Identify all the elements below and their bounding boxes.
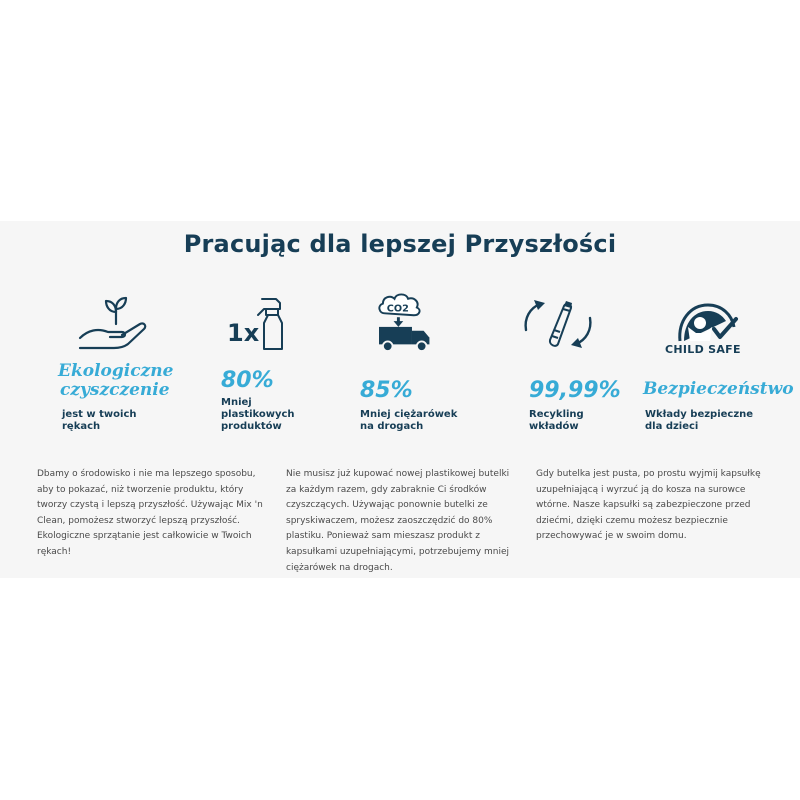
feature-plastic: [218, 292, 378, 442]
feature-trucks: [360, 292, 520, 442]
feature-caption: Wkłady bezpieczne dla dzieci: [645, 409, 754, 432]
paragraph-plastic: Nie musisz już kupować nowej plastikowej butelki za każdym razem, gdy zabraknie Ci środków czyszczących. Używając ponownie butelki ze spryskiwaczem, możesz zaoszczędzić do 80% plastiku. Ponieważ sam mieszasz produkt z kapsułkami uzupełniającymi, potrzebujemy mniej ciężarówek na drogach.: [286, 469, 510, 573]
paragraph-eco: Dbamy o środowisko i nie ma lepszego sposobu, aby to pokazać, niż tworzenie produktu, który tworzy czystą i lepszą przyszłość. Używając Mix 'n Clean, pomożesz stworzyć lepszą przyszłość. Ekologiczne sprzątanie jest całkowicie w Twoich rękach!: [37, 469, 263, 557]
child-safe-label: CHILD SAFE: [665, 343, 741, 356]
feature-caption: Mniej ciężarówek na drogach: [360, 409, 458, 432]
feature-highlight: Ekologiczne czyszczenie: [58, 361, 174, 400]
feature-caption: Recykling wkładów: [529, 409, 584, 432]
co2-truck-icon: [374, 292, 448, 356]
spray-count-text: 1x: [227, 319, 260, 347]
feature-highlight: Bezpieczeństwo: [643, 379, 794, 399]
plant-hand-icon: [76, 292, 156, 356]
section-title: Pracując dla lepszej Przyszłości: [183, 230, 617, 258]
feature-highlight: 85%: [360, 378, 413, 403]
feature-caption: Mniej plastikowych produktów: [221, 397, 295, 432]
recycle-capsule-icon: [518, 292, 598, 356]
feature-caption: jest w twoich rękach: [62, 409, 137, 432]
feature-highlight: 80%: [221, 368, 274, 393]
feature-eco-cleaning: [58, 292, 218, 442]
paragraph-capsules: Gdy butelka jest pusta, po prostu wyjmij kapsułkę uzupełniającą i wyrzuć ją do kosza na surowce wtórne. Nasze kapsułki są zabezpieczone przed dziećmi, dzięki czemu możesz bezpiecznie przechowywać je w swoim domu.: [536, 469, 761, 542]
spray-bottle-icon: [224, 292, 304, 356]
co2-text: CO2: [386, 303, 409, 315]
feature-highlight: 99,99%: [529, 378, 621, 403]
feature-child-safe: [640, 292, 800, 442]
